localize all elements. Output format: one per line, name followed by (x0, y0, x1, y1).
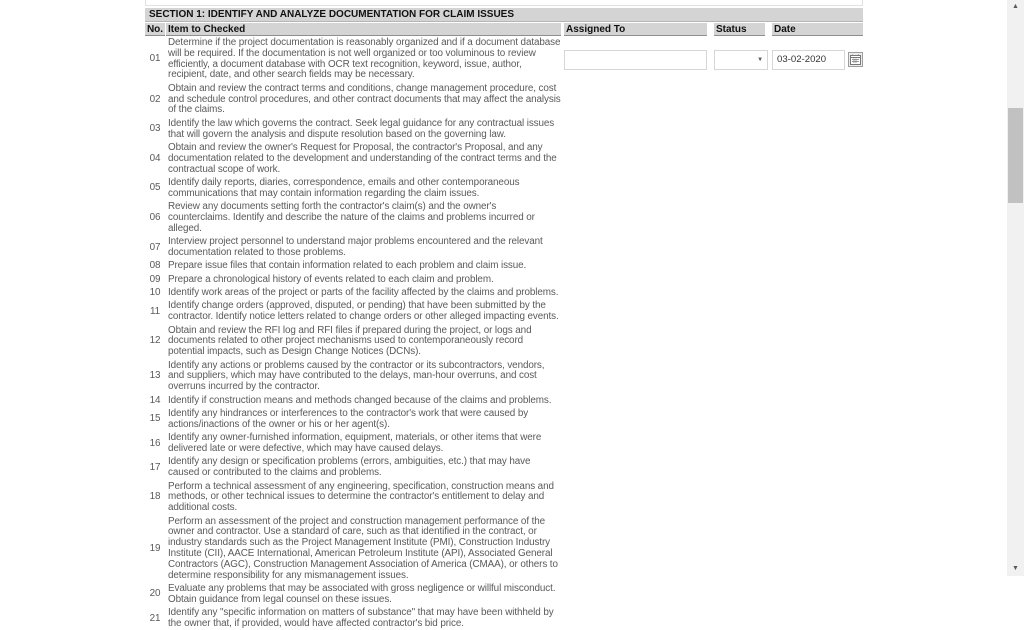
column-header-item: Item to Checked (166, 23, 561, 36)
row-number: 02 (149, 93, 161, 105)
table-row (145, 202, 863, 234)
row-item-text: Perform a technical assessment of any engineering, specification, construction means and methods, or other technical issues to determine the contractor's entitlement to delay and additional costs. (168, 480, 554, 514)
row-number: 08 (149, 260, 161, 272)
table-row (145, 326, 863, 358)
row-item-text: Perform an assessment of the project and construction management performance of the owner and contractor. Use a standard of care, such as that identified in the contract, or industry standards such as the Project Management Institute (PMI), Construction Industry Institute (CII), AACE International, American Petroleum Institute (API), Associated General Contractors (AGC), Construction Management Association of America (CMAA), or others to determine responsibility for any mismanagement issues. (168, 515, 558, 581)
calendar-icon (850, 54, 861, 65)
row-number: 01 (149, 53, 161, 65)
row-item-text: Determine if the project documentation is reasonably organized and if a document database will be required. If the documentation is not well organized or too voluminous to review efficiently, a document database with OCR text recognition, keyword, issue, author, recipient, date, and other search fields may be necessary. (168, 37, 561, 81)
row-item-text: Identify any design or specification problems (errors, ambiguities, etc.) that may have caused or contributed to the claims and problems. (168, 456, 531, 479)
table-row (145, 275, 863, 286)
row-number: 19 (149, 542, 161, 554)
row-number: 11 (149, 305, 161, 317)
row-item-text: Identify any hindrances or interferences to the contractor's work that were caused by actions/inactions of the owner or his or her agent(s). (168, 408, 529, 430)
table-row (145, 457, 863, 479)
row-number: 20 (149, 588, 161, 600)
row-item-text: Identify change orders (approved, disputed, or pending) that have been submitted by the contractor. Identify notice letters related to change orders or other alleged impacting events. (168, 300, 559, 323)
row-number: 15 (149, 413, 161, 425)
row-item-text: Obtain and review the contract terms and conditions, change management procedure, cost and schedule control procedures, and other contract documents that may affect the analysis of the claims. (168, 82, 561, 116)
row-number: 18 (149, 491, 161, 503)
status-select[interactable] (714, 50, 768, 70)
table-row (145, 608, 863, 630)
table-row (145, 178, 863, 200)
column-header-row (145, 23, 863, 36)
row-number: 17 (149, 461, 161, 473)
column-header-status: Status (714, 23, 765, 36)
row-item-text: Identify work areas of the project or parts of the facility affected by the claims and problems. (168, 287, 559, 299)
table-row (145, 84, 863, 116)
row-item-text: Prepare issue files that contain information related to each problem and claim issue. (168, 260, 527, 272)
row-number: 13 (149, 370, 161, 382)
table-row (145, 119, 863, 141)
column-header-no: No. (146, 24, 164, 35)
section-header: SECTION 1: IDENTIFY AND ANALYZE DOCUMENTATION FOR CLAIM ISSUES (145, 8, 863, 22)
calendar-button[interactable] (848, 52, 863, 67)
row-number: 04 (149, 152, 161, 164)
row-number: 05 (149, 182, 161, 194)
row-item-text: Identify daily reports, diaries, correspondence, emails and other contemporaneous communications that may contain information regarding the claim issues. (168, 176, 520, 199)
table-body (145, 38, 863, 630)
scroll-down-icon[interactable]: ▼ (1012, 565, 1019, 572)
column-header-assigned: Assigned To (564, 23, 707, 36)
table-row (145, 482, 863, 514)
row-item-text: Prepare a chronological history of events related to each claim and problem. (168, 273, 494, 285)
chevron-down-icon: ▼ (757, 56, 763, 63)
table-row (145, 584, 863, 606)
scroll-up-icon[interactable]: ▲ (1012, 3, 1019, 10)
row-number: 07 (149, 241, 161, 253)
row-item-text: Identify if construction means and methods changed because of the claims and problems. (168, 394, 552, 406)
row-number: 10 (149, 287, 161, 299)
row-item-text: Identify any "specific information on matters of substance" that may have been withheld by the owner that, if provided, would have affected contractor's bid price. (168, 607, 554, 629)
row-number: 16 (149, 437, 161, 449)
row-item-text: Identify any actions or problems caused by the contractor or its subcontractors, vendors, and suppliers, which may have contributed to the delays, man-hour overruns, and cost overruns incurred by the contractor. (168, 359, 545, 393)
table-top-edge (145, 0, 863, 6)
table-row (145, 301, 863, 323)
table-row (145, 143, 863, 175)
row-number: 21 (149, 612, 161, 624)
row-number: 12 (149, 335, 161, 347)
row-number: 09 (149, 273, 161, 285)
row-item-text: Identify the law which governs the contract. Seek legal guidance for any contractual issues that will govern the analysis and dispute resolution based on the governing law. (168, 117, 555, 140)
assigned-to-input[interactable] (564, 50, 707, 70)
row-number: 03 (149, 123, 161, 135)
table-row (145, 237, 863, 259)
table-row (145, 396, 863, 407)
table-row (145, 261, 863, 272)
row-item-text: Obtain and review the RFI log and RFI files if prepared during the project, or logs and documents related to other project mechanisms used to contemporaneously record potential impacts, such as Design Change Notices (DCNs). (168, 324, 532, 358)
row-item-text: Interview project personnel to understand major problems encountered and the relevant documentation related to those problems. (168, 236, 543, 258)
table-row (145, 38, 863, 81)
row-number: 06 (149, 211, 161, 223)
date-input[interactable] (772, 50, 845, 70)
table-row (145, 361, 863, 393)
checklist-table (145, 0, 863, 629)
table-row (145, 288, 863, 299)
row-item-text: Obtain and review the owner's Request for Proposal, the contractor's Proposal, and any documentation related to the development and understanding of the contract terms and the contractual scope of work. (168, 141, 557, 175)
scrollbar-thumb[interactable] (1008, 108, 1023, 203)
row-item-text: Evaluate any problems that may be associated with gross negligence or willful misconduct. Obtain guidance from legal counsel on these issues. (168, 582, 556, 605)
row-number: 14 (149, 394, 161, 406)
row-item-text: Identify any owner-furnished information, equipment, materials, or other items that were delivered late or were defective, which may have caused delays. (168, 432, 542, 454)
vertical-scrollbar[interactable] (1007, 0, 1024, 576)
table-row (145, 517, 863, 582)
column-header-date: Date (772, 23, 863, 36)
table-row (145, 433, 863, 455)
row-item-text: Review any documents setting forth the contractor's claim(s) and the owner's counterclaims. Identify and describe the nature of the claims and problems incurred or alleged. (168, 201, 535, 234)
table-row (145, 409, 863, 431)
